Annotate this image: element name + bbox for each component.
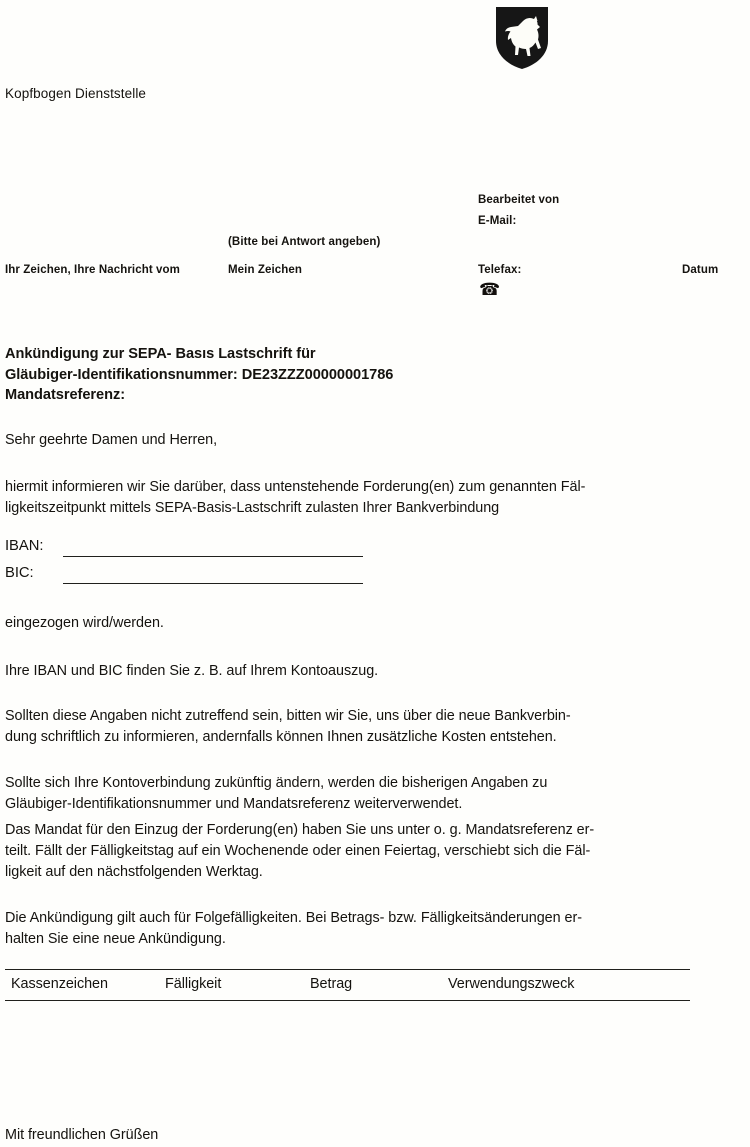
paragraph-intro [5, 477, 741, 519]
ihr-zeichen-label: Ihr Zeichen, Ihre Nachricht vom [5, 264, 181, 276]
telefax-label: Telefax: [478, 264, 522, 276]
antwort-hint-label: (Bitte bei Antwort angeben) [228, 236, 381, 248]
paragraph-line: teilt. Fällt der Fälligkeitstag auf ein Wochenende oder einen Feiertag, verschiebt sich die Fäl- [5, 843, 591, 859]
column-header-faelligkeit: Fälligkeit [165, 976, 222, 992]
telephone-icon: ☎ [479, 280, 501, 299]
bic-label: BIC: [5, 565, 34, 581]
paragraph-line: ligkeit auf den nächstfolgenden Werktag. [5, 864, 263, 880]
closing-text: Mit freundlichen Grüßen [5, 1127, 159, 1143]
closing-greeting [5, 1125, 741, 1146]
paragraph-sollten [5, 706, 741, 748]
paragraph-folgefaelligkeiten [5, 908, 741, 950]
paragraph-line: dung schriftlich zu informieren, andernfalls können Ihnen zusätzliche Kosten entstehen. [5, 729, 557, 745]
paragraph-line: Gläubiger-Identifikationsnummer und Mandatsreferenz weiterverwendet. [5, 796, 463, 812]
iban-label: IBAN: [5, 538, 44, 554]
column-header-betrag: Betrag [310, 976, 353, 992]
reference-row [0, 264, 750, 280]
title-line-2: Gläubiger-Identifikationsnummer: DE23ZZZ00000001786 [5, 366, 394, 383]
paragraph-line: eingezogen wird/werden. [5, 615, 164, 631]
title-line-3: Mandatsreferenz: [5, 387, 126, 403]
iban-underline [63, 556, 363, 557]
paragraph-line: Ihre IBAN und BIC finden Sie z. B. auf Ihrem Kontoauszug. [5, 663, 379, 679]
paragraph-line: hiermit informieren wir Sie darüber, dass untenstehende Forderung(en) zum genannten Fäl- [5, 479, 586, 495]
email-label: E-Mail: [478, 215, 517, 227]
paragraph-line: Das Mandat für den Einzug der Forderung(en) haben Sie uns unter o. g. Mandatsreferenz er- [5, 822, 595, 838]
paragraph-mandat [5, 820, 741, 883]
paragraph-line: Sollten diese Angaben nicht zutreffend sein, bitten wir Sie, uns über die neue Bankverbin- [5, 708, 571, 724]
bic-underline [63, 583, 363, 584]
table-rule-bottom [5, 1000, 690, 1001]
paragraph-line: Sollte sich Ihre Kontoverbindung zukünftig ändern, werden die bisherigen Angaben zu [5, 775, 548, 791]
salutation [5, 430, 741, 451]
paragraph-line: halten Sie eine neue Ankündigung. [5, 931, 226, 947]
lower-saxony-horse-crest-icon [494, 5, 550, 71]
forderungen-table [5, 969, 690, 1001]
mein-zeichen-label: Mein Zeichen [228, 264, 303, 276]
paragraph-kontoverbindung [5, 773, 741, 815]
bearbeitet-von-label: Bearbeitet von [478, 194, 560, 206]
paragraph-einzug [5, 613, 741, 634]
paragraph-line: ligkeitszeitpunkt mittels SEPA-Basis-Lastschrift zulasten Ihrer Bankverbindung [5, 500, 500, 516]
dienststelle-label: Kopfbogen Dienststelle [5, 86, 147, 101]
title-line-1: Ankündigung zur SEPA- Basıs Lastschrift für [5, 346, 316, 362]
page-title [5, 344, 705, 406]
bic-field[interactable] [5, 565, 405, 589]
column-header-verwendungszweck: Verwendungszweck [448, 976, 575, 992]
iban-field[interactable] [5, 538, 405, 562]
table-header-row [5, 970, 690, 1000]
salutation-text: Sehr geehrte Damen und Herren, [5, 432, 218, 448]
datum-label: Datum [682, 264, 719, 276]
column-header-kassenzeichen: Kassenzeichen [11, 976, 108, 992]
paragraph-finden [5, 661, 741, 682]
paragraph-line: Die Ankündigung gilt auch für Folgefälligkeiten. Bei Betrags- bzw. Fälligkeitsänderungen er- [5, 910, 582, 926]
